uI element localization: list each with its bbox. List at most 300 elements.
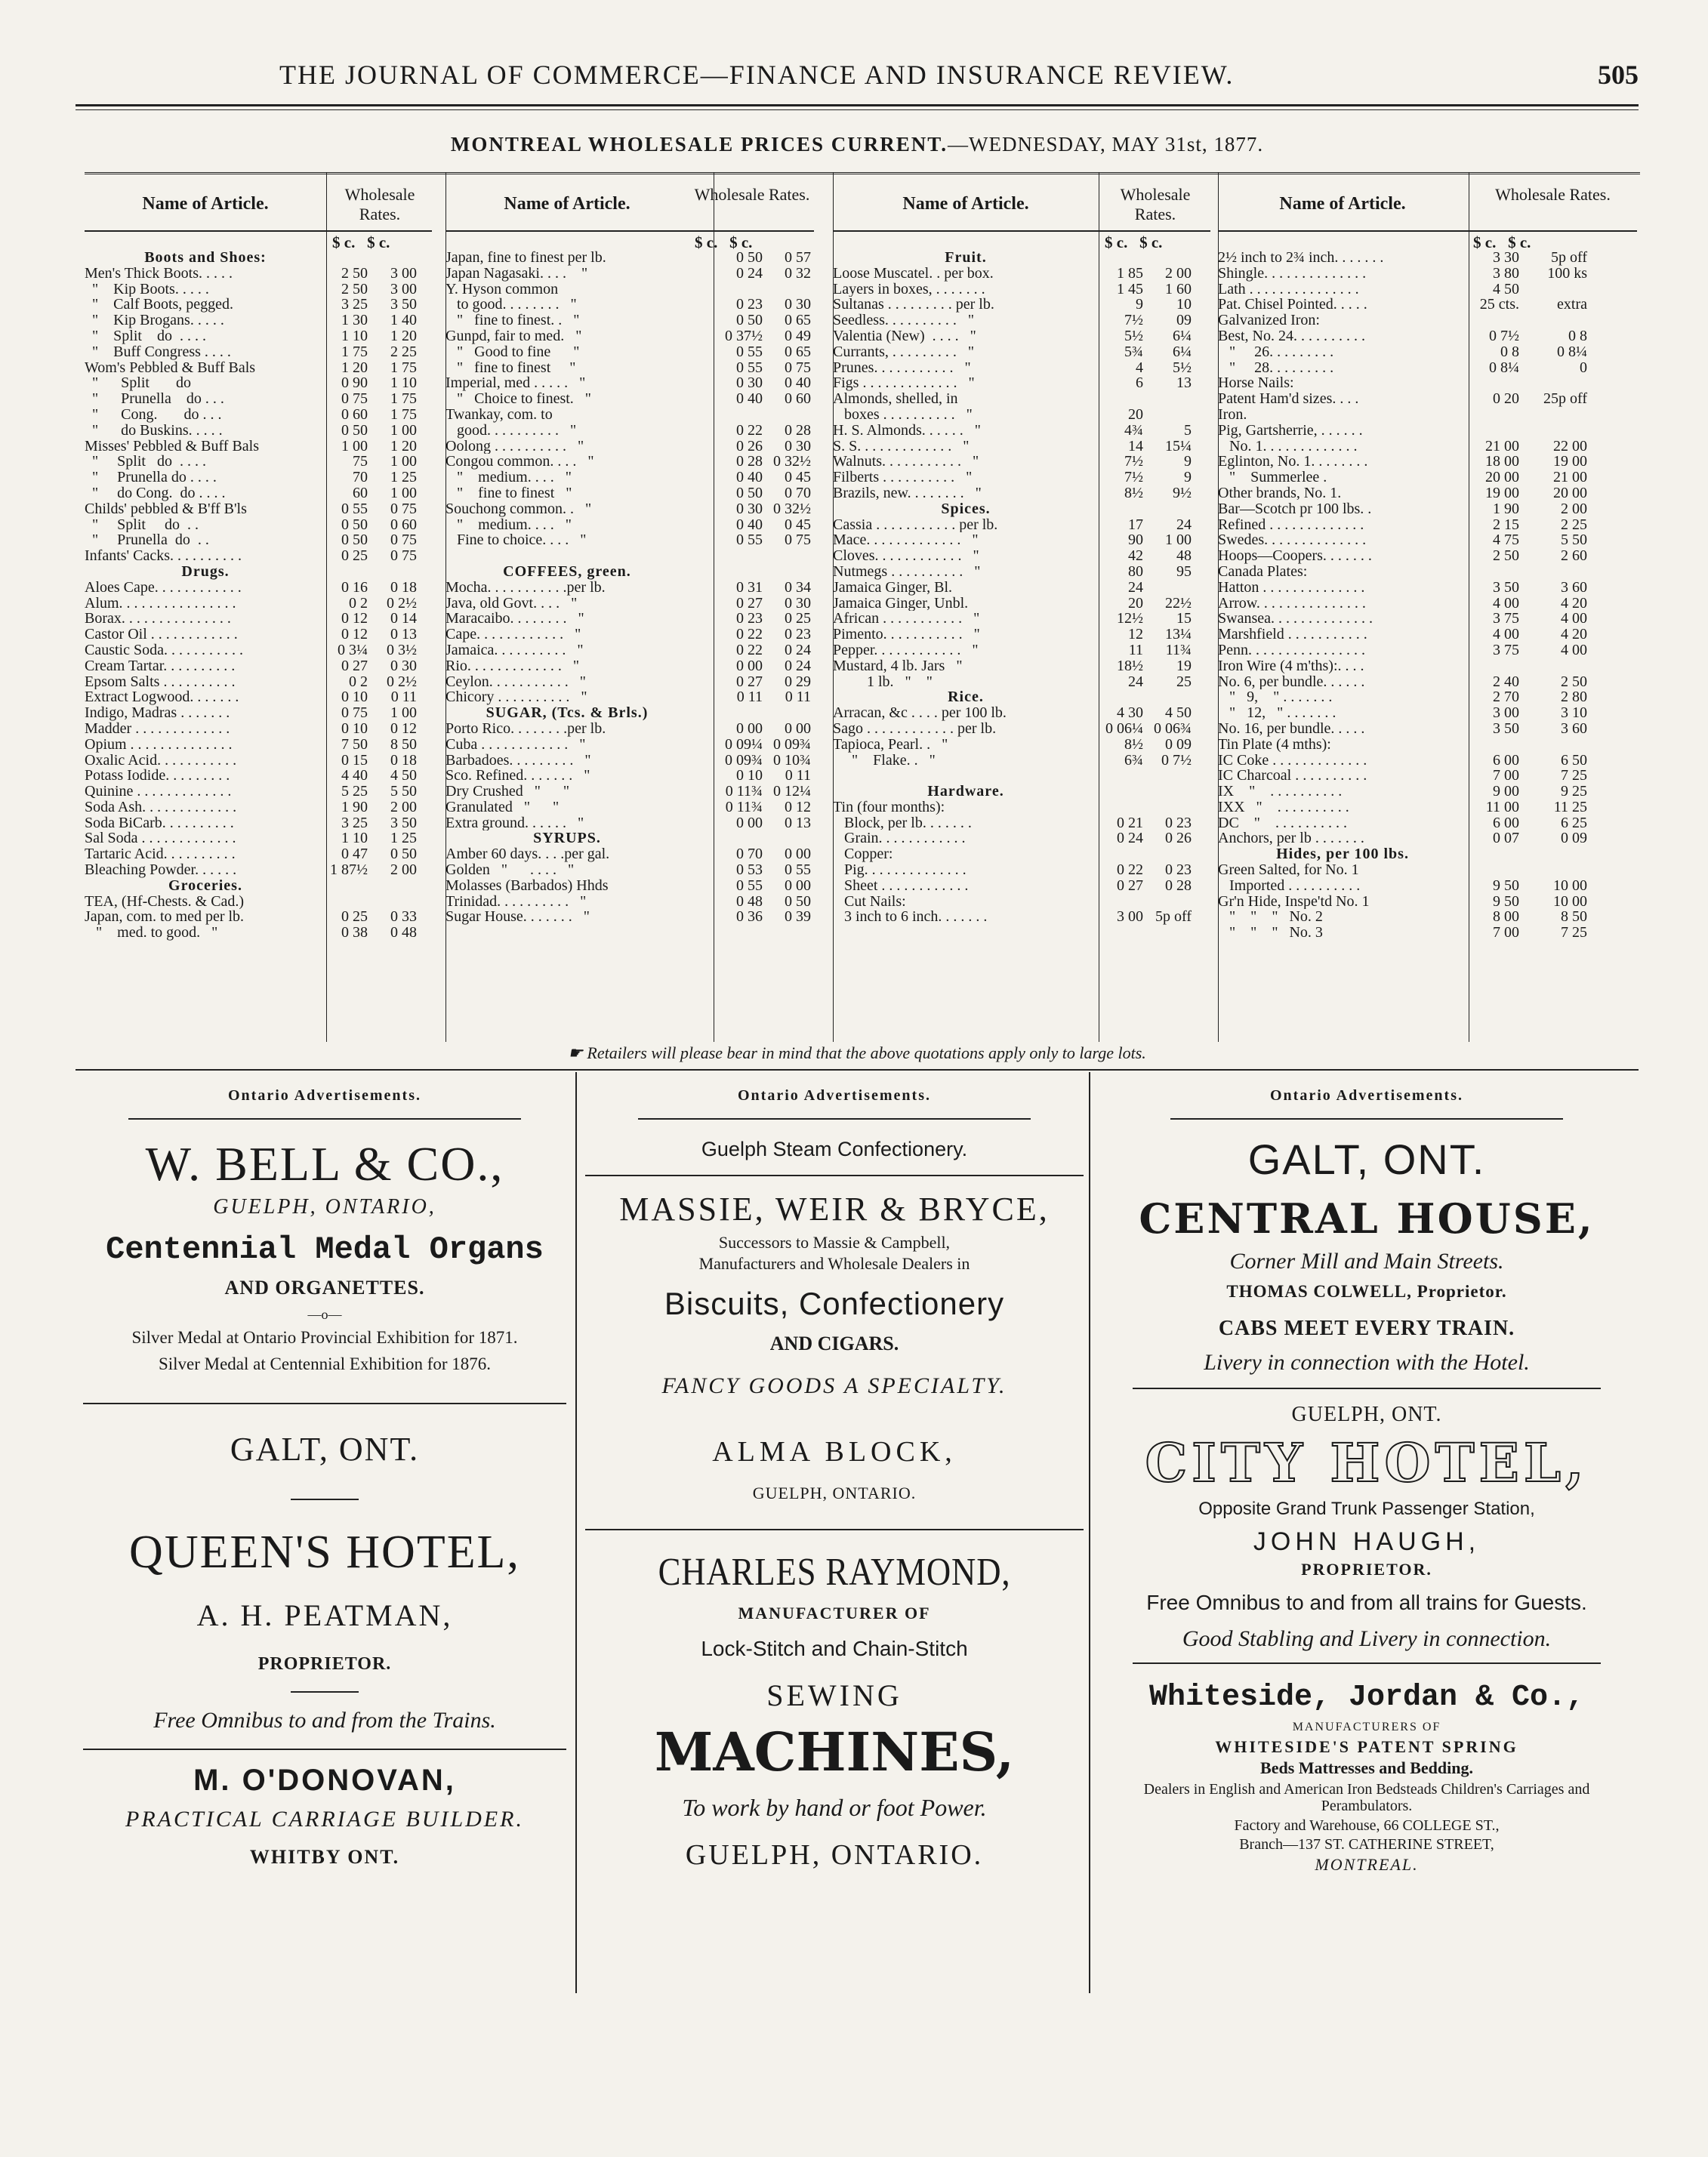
article-name: S. S. . . . . . . . . . . . . " [833,438,970,455]
rate-high: 11¾ [1165,641,1192,658]
article-name: " " " No. 3 [1218,925,1323,941]
bell-product: Centennial Medal Organs [106,1231,544,1268]
rate-high: 11 25 [1553,798,1587,815]
article-name: Japan, com. to med per lb. [85,909,245,926]
rate-low: 8½ [1124,735,1143,753]
price-row [833,564,1210,580]
currency-units: $ c. $ c. [1105,233,1163,251]
queens-galt: GALT, ONT. [230,1431,420,1468]
price-row [1218,689,1637,705]
price-row [85,391,432,407]
price-row [85,596,432,612]
rate-low: 0 7½ [1489,327,1519,344]
rate-low: 21 00 [1485,437,1519,455]
price-row [85,658,432,674]
price-row [833,517,1210,533]
price-row [1218,250,1637,266]
section-heading [85,564,432,580]
article-name: Iron. [1218,406,1247,423]
rate-low: 0 30 [736,374,763,392]
rate-low: 1 75 [341,343,368,360]
rate-low: 4¾ [1124,421,1143,439]
price-row [85,674,432,690]
price-row [833,674,1210,690]
price-row [833,360,1210,376]
price-row [1218,658,1637,674]
price-row [833,266,1210,282]
massie-successors: Successors to Massie & Campbell, [718,1233,951,1252]
rate-high: 10 00 [1553,892,1587,910]
price-row [445,375,814,391]
whiteside-patent: WHITESIDE'S PATENT SPRING [1215,1737,1518,1756]
article-name: Filberts . . . . . . . . . . " [833,470,973,485]
rate-high: 7 25 [1561,924,1587,941]
massie-guelph: GUELPH, ONTARIO. [752,1484,917,1502]
rate-low: 1 90 [341,798,368,815]
article-name: Sultanas . . . . . . . . . per lb. [833,297,994,313]
article-name: Mustard, 4 lb. Jars " [833,658,963,674]
price-row [445,391,814,407]
article-name: Mocha. . . . . . . . . . .per lb. [445,579,606,596]
rate-low: 60 [353,484,368,501]
rate-low: 19 00 [1485,484,1519,501]
rate-low: 0 53 [736,861,763,879]
article-name: " Kip Brogans. . . . . [85,313,224,328]
price-row [1218,627,1637,642]
rate-low: 0 47 [341,846,368,863]
price-row [1218,642,1637,658]
article-name: Lath . . . . . . . . . . . . . . . [1218,281,1359,297]
article-name: Cream Tartar. . . . . . . . . . [85,658,236,674]
rate-low: 0 22 [736,626,763,643]
rate-low: 5 25 [341,783,368,800]
header-rule [76,104,1639,106]
price-row [445,454,814,470]
article-name: Jamaica Ginger, Unbl. [833,595,969,612]
rate-high: 0 00 [785,720,811,737]
article-name: Wom's Pebbled & Buff Bals [85,359,256,376]
article-name: Tin Plate (4 mths): [1218,736,1331,753]
rate-low: 1 87½ [330,861,368,879]
rate-high: 0 75 [785,532,811,549]
article-name: Block, per lb. . . . . . . [833,815,972,831]
article-name: " Flake. . " [833,752,936,769]
article-name: Imported . . . . . . . . . . [1218,877,1361,894]
article-name: Galvanized Iron: [1218,313,1320,328]
section-rule [76,1069,1639,1071]
rate-high: 5 50 [1561,532,1587,549]
article-name: " do Cong. do . . . . [85,485,226,501]
price-row [1218,862,1637,878]
short-rule [291,1691,359,1693]
rate-high: 13 [1176,374,1192,392]
article-name: Pig, Gartsherrie, . . . . . . [1218,422,1363,439]
article-name: Pat. Chisel Pointed. . . . . [1218,297,1367,313]
rate-high: 5p off [1551,249,1587,266]
city-proprietor-name: JOHN HAUGH, [1253,1527,1481,1556]
rate-high: 0 60 [390,516,417,533]
article-name: Imperial, med . . . . . " [445,375,586,392]
rate-high: 0 65 [785,312,811,329]
price-row [445,846,814,862]
article-name: " Split do . . . . [85,454,206,470]
price-row [85,768,432,784]
price-row [85,282,432,297]
rate-low: 24 [1128,578,1143,596]
rate-high: 0 00 [785,877,811,894]
rate-low: 1 85 [1117,264,1143,282]
article-name: DC " . . . . . . . . . . [1218,815,1347,831]
rate-high: 0 75 [390,547,417,565]
bell-medal-2: Silver Medal at Centennial Exhibition for 1876. [158,1354,492,1373]
city-opposite: Opposite Grand Trunk Passenger Station, [1198,1499,1535,1519]
rate-high: 13¼ [1165,626,1192,643]
article-name: Epsom Salts . . . . . . . . . . [85,673,236,690]
article-name: Cassia . . . . . . . . . . . per lb. [833,516,998,533]
article-name: Iron Wire (4 m'ths):. . . . [1218,658,1364,674]
article-name: " fine to finest " [445,485,572,501]
rate-low: 0 75 [341,704,368,722]
article-name: Java, old Govt. . . . " [445,595,578,612]
rate-low: 6 00 [1493,814,1519,831]
rate-high: 21 00 [1553,469,1587,486]
rate-high: 0 48 [390,924,417,941]
page-number: 505 [1598,60,1639,90]
article-name: Sal Soda . . . . . . . . . . . . . [85,830,236,847]
city-proprietor-label: PROPRIETOR. [1301,1560,1432,1579]
raymond-lockstitch: Lock-Stitch and Chain-Stitch [701,1637,968,1660]
rate-high: 7 25 [1561,767,1587,784]
section-title: Groceries. [168,877,242,894]
price-row [833,705,1210,721]
rate-high: 0 09¾ [773,735,811,753]
price-row [1218,925,1637,941]
column-divider [833,172,834,1042]
bell-medal-1: Silver Medal at Ontario Provincial Exhibition for 1871. [131,1328,518,1347]
article-name: No. 6, per bundle. . . . . . [1218,673,1365,690]
article-name: No. 16, per bundle. . . . . [1218,720,1365,737]
price-row [833,454,1210,470]
article-name: 3 inch to 6 inch. . . . . . . [833,909,988,926]
rate-low: 0 75 [341,390,368,408]
price-row [1218,470,1637,485]
rate-high: 0 65 [785,343,811,360]
article-name: Mace. . . . . . . . . . . . . " [833,532,979,549]
rate-high: 0 30 [785,594,811,612]
ads-header: Ontario Advertisements. [738,1087,931,1104]
article-name: Anchors, per lb . . . . . . . [1218,830,1364,847]
section-title: Drugs. [181,563,230,580]
rate-high: 1 75 [390,359,417,376]
price-row [85,407,432,423]
article-name: Seedless. . . . . . . . . . " [833,313,975,328]
rate-high: 5 [1184,421,1192,439]
central-proprietor: THOMAS COLWELL, Proprietor. [1226,1282,1507,1301]
odonovan-name: M. O'DONOVAN, [193,1764,456,1797]
ad-column-2 [585,1072,1084,1993]
rate-high: 1 60 [1165,280,1192,297]
price-row [85,689,432,705]
article-name: 1 lb. " " [833,673,933,690]
article-name: Copper: [833,846,893,863]
rate-low: 1 45 [1117,280,1143,297]
rate-low: 42 [1128,547,1143,565]
price-row [1218,485,1637,501]
article-name: " Summerlee . [1218,470,1327,485]
rate-high: 0 33 [390,908,417,926]
price-row [1218,753,1637,769]
bell-separator: —o— [307,1307,342,1322]
raymond-machines: MACHINES, [654,1721,1015,1783]
article-name: " Good to fine " [445,344,580,360]
price-row [1218,564,1637,580]
article-name: Valentia (New) . . . . " [833,328,976,344]
rate-high: 0 2½ [387,594,417,612]
rate-high: 5 50 [390,783,417,800]
wholesale-rates-header: Wholesale Rates. [694,185,810,204]
price-row [445,689,814,705]
article-name: Barbadoes. . . . . . . . . " [445,752,591,769]
price-row [833,282,1210,297]
article-name: Arrow. . . . . . . . . . . . . . . [1218,595,1366,612]
price-row [445,862,814,878]
rate-high: 9 [1184,469,1192,486]
price-row [1218,532,1637,548]
price-row [85,753,432,769]
column-header [85,180,432,232]
alma-block: ALMA BLOCK, [712,1436,957,1468]
price-row [1218,830,1637,846]
article-name: " med. to good. " [85,925,218,941]
rate-high: 0 34 [785,578,811,596]
article-name: Sago . . . . . . . . . . . . per lb. [833,720,997,737]
wholesale-rates-header: Wholesale Rates. [1120,185,1191,223]
rate-high: 0 75 [785,359,811,376]
article-name: Patent Ham'd sizes. . . . [1218,391,1359,407]
bell-name: W. BELL & CO., [145,1137,504,1191]
rate-high: 1 25 [390,830,417,847]
rate-high: 4 00 [1561,641,1587,658]
rate-high: 0 30 [785,296,811,313]
price-row [445,768,814,784]
rate-high: 0 25 [785,610,811,627]
queens-proprietor-label: PROPRIETOR. [257,1654,392,1674]
article-name: TEA, (Hf-Chests. & Cad.) [85,893,245,910]
price-row [1218,878,1637,894]
rate-low: 7 00 [1493,924,1519,941]
header-rule-thin [76,109,1639,110]
rate-low: 0 23 [736,296,763,313]
article-name: Extra ground. . . . . . " [445,815,584,831]
rate-low: 3 00 [1493,704,1519,722]
rate-low: 0 15 [341,751,368,769]
rate-high: 0 55 [785,861,811,879]
article-name: H. S. Almonds. . . . . . " [833,422,981,439]
price-row [85,611,432,627]
article-name: to good. . . . . . . . " [445,297,577,313]
price-row [833,485,1210,501]
rate-low: 6¾ [1124,751,1143,769]
price-row [445,580,814,596]
price-row [833,344,1210,360]
article-name: Penn. . . . . . . . . . . . . . . . [1218,642,1365,658]
price-row [833,753,1210,769]
price-row [833,423,1210,439]
article-name: " 9, " . . . . . . . [1218,689,1333,706]
price-row [1218,721,1637,737]
price-row [445,878,814,894]
rate-high: 0 09 [1561,830,1587,847]
article-name: Japan Nagasaki. . . . " [445,265,588,282]
price-row [1218,705,1637,721]
rate-high: 0 70 [785,484,811,501]
article-name: Madder . . . . . . . . . . . . . [85,720,230,737]
article-name: No. 1. . . . . . . . . . . . . [1218,438,1358,455]
rate-high: 100 ks [1547,264,1587,282]
price-row [1218,548,1637,564]
rate-high: 2 50 [1561,673,1587,690]
rate-low: 0 10 [736,767,763,784]
article-name: Maracaibo. . . . . . . . " [445,611,584,627]
article-name: Granulated " " [445,799,560,815]
rate-low: 70 [353,469,368,486]
rate-high: 4 20 [1561,594,1587,612]
article-name: Y. Hyson common [445,281,559,297]
rate-low: 20 00 [1485,469,1519,486]
rate-low: 20 [1128,405,1143,423]
rate-low: 3 50 [1493,720,1519,737]
rate-low: 0 50 [341,532,368,549]
quotation-note: ☛ Retailers will please bear in mind that the above quotations apply only to large lots. [568,1043,1146,1062]
section-title: Hardware. [927,784,1004,800]
price-row [445,532,814,548]
rate-high: 95 [1176,562,1192,580]
rate-high: 1 00 [390,421,417,439]
price-row [85,548,432,564]
rate-high: 1 00 [390,453,417,470]
price-row [833,580,1210,596]
article-name: Swansea. . . . . . . . . . . . . . [1218,611,1373,627]
rate-low: 0 12 [341,610,368,627]
rate-low: 3 25 [341,814,368,831]
rate-low: 0 38 [341,924,368,941]
price-row [445,753,814,769]
article-name: Cloves. . . . . . . . . . . . " [833,548,979,564]
running-title: THE JOURNAL OF COMMERCE—FINANCE AND INSURANCE REVIEW. [279,60,1235,90]
price-row [85,454,432,470]
column-divider [445,172,446,1042]
rate-low: 2 50 [341,264,368,282]
article-name: Horse Nails: [1218,375,1294,392]
name-of-article-header: Name of Article. [142,194,269,214]
city-free-omnibus: Free Omnibus to and from all trains for Guests. [1146,1591,1587,1614]
rate-low: 0 2 [349,594,368,612]
rate-low: 3 50 [1493,578,1519,596]
rate-low: 0 50 [341,421,368,439]
rate-low: 14 [1128,437,1143,455]
article-name: Castor Oil . . . . . . . . . . . . [85,627,238,642]
price-row [445,815,814,831]
price-row [85,439,432,455]
price-row [833,878,1210,894]
article-name: Sugar House. . . . . . . " [445,909,590,926]
rate-low: 8 00 [1493,908,1519,926]
rate-low: 0 36 [736,908,763,926]
rate-high: 19 00 [1553,453,1587,470]
rate-high: 0 06¾ [1154,720,1192,737]
rate-low: 9 [1136,296,1143,313]
price-row [833,721,1210,737]
column-divider [1218,172,1219,1042]
rate-low: 0 50 [736,312,763,329]
article-name: " 12, " . . . . . . . [1218,705,1336,721]
rate-high: 8 50 [390,735,417,753]
price-row [85,532,432,548]
price-row [1218,266,1637,282]
price-row [833,800,1210,815]
rate-low: 1 00 [341,437,368,455]
rate-low: 0 40 [736,516,763,533]
table-title [76,133,1639,156]
rate-low: 6 [1136,374,1143,392]
ad-rule [1133,1388,1601,1389]
article-name: Pimento. . . . . . . . . . . " [833,627,980,642]
rate-low: 2 40 [1493,673,1519,690]
ad-rule [128,1118,521,1120]
ad-rule [585,1529,1084,1530]
raymond-guelph: GUELPH, ONTARIO. [685,1839,984,1871]
section-title: SUGAR, (Tcs. & Brls.) [486,705,649,721]
price-row [85,862,432,878]
rate-low: 4 30 [1117,704,1143,722]
rate-high: 0 2½ [387,673,417,690]
price-row [1218,375,1637,391]
article-name: " fine to finest " [445,359,576,376]
section-heading [445,564,814,580]
price-row [85,737,432,753]
rate-low: 0 00 [736,814,763,831]
rate-high: 9½ [1173,484,1192,501]
rate-high: 25p off [1543,390,1587,408]
price-row [1218,737,1637,753]
rate-low: 9 50 [1493,877,1519,894]
article-name: Borax. . . . . . . . . . . . . . . [85,611,231,627]
price-row [85,800,432,815]
rate-low: 0 07 [1493,830,1519,847]
rate-high: 3 10 [1561,704,1587,722]
article-name: " Split do . . . . [85,328,206,344]
price-row [445,674,814,690]
article-name: IXX " . . . . . . . . . . [1218,799,1349,815]
article-name: Jamaica Ginger, Bl. [833,579,953,596]
rate-high: 9 [1184,453,1192,470]
article-name: Prunes. . . . . . . . . . . " [833,359,971,376]
price-row [85,517,432,533]
article-name: Caustic Soda. . . . . . . . . . . [85,642,243,658]
column-header [833,180,1210,232]
price-row [1218,344,1637,360]
rate-low: 0 40 [736,390,763,408]
price-row [833,470,1210,485]
price-row [445,596,814,612]
article-name: Brazils, new. . . . . . . . " [833,485,982,501]
rate-high: 0 18 [390,751,417,769]
wholesale-rates-header: Wholesale Rates. [344,185,415,223]
rate-high: 10 00 [1553,877,1587,894]
rate-low: 18½ [1117,657,1143,674]
steam-confectionery: Guelph Steam Confectionery. [701,1138,968,1160]
rate-high: 0 32½ [773,453,811,470]
